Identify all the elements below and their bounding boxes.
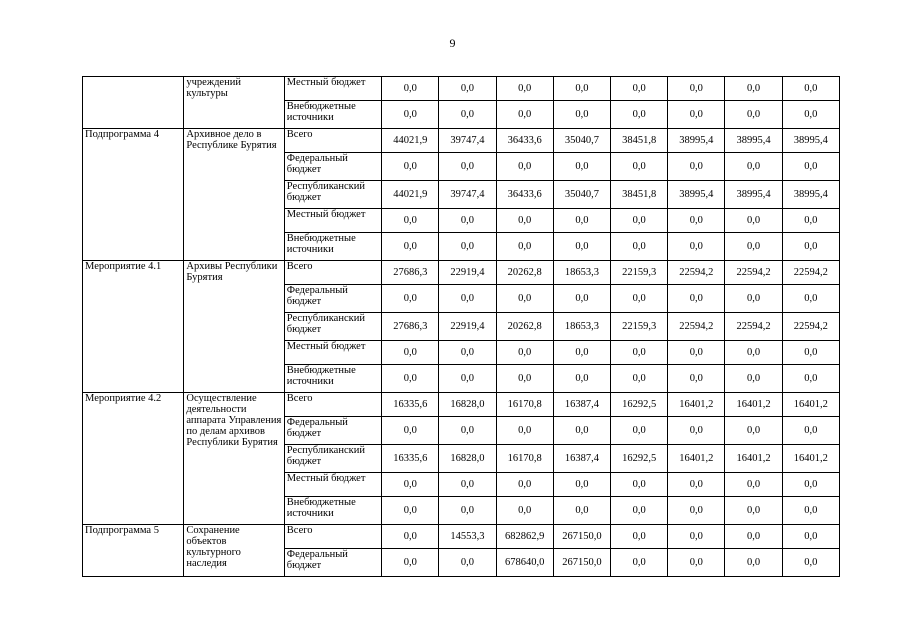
program-label-cell: Мероприятие 4.2 xyxy=(83,393,184,525)
value-cell: 0,0 xyxy=(725,341,782,365)
value-cell: 0,0 xyxy=(725,365,782,393)
value-cell: 38995,4 xyxy=(782,129,839,153)
value-cell: 0,0 xyxy=(725,77,782,101)
value-cell: 38451,8 xyxy=(611,129,668,153)
value-cell: 16170,8 xyxy=(496,393,553,417)
value-cell: 0,0 xyxy=(553,417,610,445)
value-cell: 0,0 xyxy=(496,101,553,129)
value-cell: 0,0 xyxy=(496,233,553,261)
value-cell: 0,0 xyxy=(782,365,839,393)
value-cell: 0,0 xyxy=(496,417,553,445)
value-cell: 0,0 xyxy=(725,285,782,313)
value-cell: 16401,2 xyxy=(782,393,839,417)
value-cell: 38995,4 xyxy=(668,129,725,153)
funding-source-cell: Республиканский бюджет xyxy=(284,181,381,209)
value-cell: 0,0 xyxy=(611,549,668,577)
funding-source-cell: Федеральный бюджет xyxy=(284,153,381,181)
value-cell: 16335,6 xyxy=(382,393,439,417)
value-cell: 0,0 xyxy=(782,549,839,577)
funding-source-cell: Всего xyxy=(284,129,381,153)
value-cell: 0,0 xyxy=(439,341,496,365)
funding-source-cell: Местный бюджет xyxy=(284,341,381,365)
value-cell: 0,0 xyxy=(782,233,839,261)
value-cell: 16401,2 xyxy=(668,393,725,417)
value-cell: 18653,3 xyxy=(553,261,610,285)
program-label-cell: Мероприятие 4.1 xyxy=(83,261,184,393)
value-cell: 0,0 xyxy=(611,525,668,549)
funding-source-cell: Федеральный бюджет xyxy=(284,417,381,445)
value-cell: 0,0 xyxy=(611,101,668,129)
value-cell: 44021,9 xyxy=(382,181,439,209)
value-cell: 16401,2 xyxy=(782,445,839,473)
value-cell: 0,0 xyxy=(782,285,839,313)
funding-source-cell: Внебюджетные источники xyxy=(284,101,381,129)
value-cell: 0,0 xyxy=(439,153,496,181)
funding-source-cell: Внебюджетные источники xyxy=(284,233,381,261)
value-cell: 22159,3 xyxy=(611,313,668,341)
value-cell: 44021,9 xyxy=(382,129,439,153)
table-row xyxy=(83,261,840,285)
value-cell: 0,0 xyxy=(553,233,610,261)
program-name-cell: Осуществление деятельности аппарата Управления по делам архивов Республики Бурятия xyxy=(184,393,284,525)
funding-source-cell: Местный бюджет xyxy=(284,209,381,233)
value-cell: 16401,2 xyxy=(725,393,782,417)
value-cell: 0,0 xyxy=(382,101,439,129)
value-cell: 0,0 xyxy=(382,341,439,365)
value-cell: 0,0 xyxy=(496,209,553,233)
value-cell: 0,0 xyxy=(611,233,668,261)
value-cell: 22159,3 xyxy=(611,261,668,285)
value-cell: 0,0 xyxy=(382,153,439,181)
value-cell: 0,0 xyxy=(782,473,839,497)
value-cell: 0,0 xyxy=(668,209,725,233)
value-cell: 682862,9 xyxy=(496,525,553,549)
table-row xyxy=(83,393,840,417)
value-cell: 16170,8 xyxy=(496,445,553,473)
value-cell: 0,0 xyxy=(725,473,782,497)
value-cell: 678640,0 xyxy=(496,549,553,577)
value-cell: 0,0 xyxy=(668,341,725,365)
funding-source-cell: Местный бюджет xyxy=(284,473,381,497)
value-cell: 0,0 xyxy=(439,285,496,313)
value-cell: 0,0 xyxy=(382,233,439,261)
value-cell: 0,0 xyxy=(496,285,553,313)
value-cell: 16401,2 xyxy=(668,445,725,473)
value-cell: 0,0 xyxy=(496,77,553,101)
value-cell: 22594,2 xyxy=(668,313,725,341)
value-cell: 0,0 xyxy=(382,525,439,549)
value-cell: 0,0 xyxy=(725,497,782,525)
value-cell: 0,0 xyxy=(611,417,668,445)
value-cell: 0,0 xyxy=(725,209,782,233)
value-cell: 0,0 xyxy=(782,341,839,365)
funding-source-cell: Всего xyxy=(284,261,381,285)
value-cell: 0,0 xyxy=(782,525,839,549)
value-cell: 0,0 xyxy=(725,417,782,445)
value-cell: 0,0 xyxy=(725,101,782,129)
value-cell: 0,0 xyxy=(782,77,839,101)
value-cell: 14553,3 xyxy=(439,525,496,549)
program-name-cell: Архивное дело в Республике Бурятия xyxy=(184,129,284,261)
value-cell: 0,0 xyxy=(496,365,553,393)
value-cell: 0,0 xyxy=(725,549,782,577)
value-cell: 0,0 xyxy=(668,77,725,101)
value-cell: 22919,4 xyxy=(439,261,496,285)
value-cell: 0,0 xyxy=(553,473,610,497)
value-cell: 267150,0 xyxy=(553,549,610,577)
value-cell: 0,0 xyxy=(496,497,553,525)
funding-source-cell: Республиканский бюджет xyxy=(284,445,381,473)
value-cell: 0,0 xyxy=(668,473,725,497)
value-cell: 0,0 xyxy=(782,497,839,525)
value-cell: 0,0 xyxy=(382,497,439,525)
budget-table xyxy=(82,76,840,577)
value-cell: 16828,0 xyxy=(439,445,496,473)
value-cell: 0,0 xyxy=(782,153,839,181)
value-cell: 0,0 xyxy=(668,101,725,129)
value-cell: 0,0 xyxy=(668,417,725,445)
table-row xyxy=(83,525,840,549)
value-cell: 0,0 xyxy=(725,153,782,181)
value-cell: 0,0 xyxy=(382,365,439,393)
value-cell: 38995,4 xyxy=(725,181,782,209)
value-cell: 0,0 xyxy=(439,233,496,261)
value-cell: 27686,3 xyxy=(382,313,439,341)
value-cell: 16387,4 xyxy=(553,393,610,417)
value-cell: 16335,6 xyxy=(382,445,439,473)
value-cell: 16292,5 xyxy=(611,393,668,417)
value-cell: 0,0 xyxy=(725,233,782,261)
value-cell: 0,0 xyxy=(782,417,839,445)
value-cell: 38995,4 xyxy=(782,181,839,209)
funding-source-cell: Республиканский бюджет xyxy=(284,313,381,341)
funding-source-cell: Внебюджетные источники xyxy=(284,365,381,393)
value-cell: 38451,8 xyxy=(611,181,668,209)
value-cell: 0,0 xyxy=(439,473,496,497)
value-cell: 20262,8 xyxy=(496,313,553,341)
funding-source-cell: Федеральный бюджет xyxy=(284,285,381,313)
value-cell: 0,0 xyxy=(439,497,496,525)
program-label-cell xyxy=(83,77,184,129)
value-cell: 0,0 xyxy=(611,77,668,101)
value-cell: 0,0 xyxy=(382,549,439,577)
table-row xyxy=(83,129,840,153)
value-cell: 0,0 xyxy=(439,365,496,393)
value-cell: 0,0 xyxy=(611,497,668,525)
program-name-cell: учреждений культуры xyxy=(184,77,284,129)
value-cell: 36433,6 xyxy=(496,181,553,209)
table-row xyxy=(83,77,840,101)
funding-source-cell: Всего xyxy=(284,393,381,417)
value-cell: 16292,5 xyxy=(611,445,668,473)
value-cell: 0,0 xyxy=(668,525,725,549)
value-cell: 0,0 xyxy=(553,209,610,233)
value-cell: 16401,2 xyxy=(725,445,782,473)
value-cell: 0,0 xyxy=(553,101,610,129)
funding-source-cell: Местный бюджет xyxy=(284,77,381,101)
value-cell: 20262,8 xyxy=(496,261,553,285)
value-cell: 22594,2 xyxy=(668,261,725,285)
program-label-cell: Подпрограмма 4 xyxy=(83,129,184,261)
program-name-cell: Архивы Республики Бурятия xyxy=(184,261,284,393)
value-cell: 0,0 xyxy=(668,497,725,525)
value-cell: 0,0 xyxy=(496,341,553,365)
value-cell: 0,0 xyxy=(668,153,725,181)
value-cell: 0,0 xyxy=(668,365,725,393)
value-cell: 0,0 xyxy=(382,77,439,101)
value-cell: 0,0 xyxy=(553,341,610,365)
value-cell: 0,0 xyxy=(496,153,553,181)
program-label-cell: Подпрограмма 5 xyxy=(83,525,184,577)
value-cell: 0,0 xyxy=(611,341,668,365)
page-number: 9 xyxy=(449,36,456,50)
value-cell: 0,0 xyxy=(553,365,610,393)
value-cell: 0,0 xyxy=(496,473,553,497)
value-cell: 0,0 xyxy=(611,209,668,233)
value-cell: 0,0 xyxy=(553,285,610,313)
table-body xyxy=(83,77,840,577)
value-cell: 0,0 xyxy=(382,473,439,497)
value-cell: 0,0 xyxy=(611,285,668,313)
value-cell: 0,0 xyxy=(611,473,668,497)
funding-source-cell: Всего xyxy=(284,525,381,549)
value-cell: 36433,6 xyxy=(496,129,553,153)
value-cell: 16828,0 xyxy=(439,393,496,417)
value-cell: 0,0 xyxy=(782,209,839,233)
value-cell: 0,0 xyxy=(668,233,725,261)
value-cell: 0,0 xyxy=(553,77,610,101)
value-cell: 267150,0 xyxy=(553,525,610,549)
value-cell: 16387,4 xyxy=(553,445,610,473)
value-cell: 22594,2 xyxy=(782,261,839,285)
value-cell: 35040,7 xyxy=(553,129,610,153)
value-cell: 22594,2 xyxy=(782,313,839,341)
value-cell: 0,0 xyxy=(611,365,668,393)
value-cell: 18653,3 xyxy=(553,313,610,341)
value-cell: 38995,4 xyxy=(668,181,725,209)
value-cell: 0,0 xyxy=(382,417,439,445)
value-cell: 0,0 xyxy=(553,153,610,181)
value-cell: 0,0 xyxy=(553,497,610,525)
program-name-cell: Сохранение объектов культурного наследия xyxy=(184,525,284,577)
value-cell: 39747,4 xyxy=(439,129,496,153)
value-cell: 39747,4 xyxy=(439,181,496,209)
funding-source-cell: Федеральный бюджет xyxy=(284,549,381,577)
value-cell: 27686,3 xyxy=(382,261,439,285)
value-cell: 38995,4 xyxy=(725,129,782,153)
value-cell: 0,0 xyxy=(439,417,496,445)
value-cell: 0,0 xyxy=(725,525,782,549)
value-cell: 22919,4 xyxy=(439,313,496,341)
value-cell: 0,0 xyxy=(439,101,496,129)
value-cell: 0,0 xyxy=(782,101,839,129)
value-cell: 0,0 xyxy=(611,153,668,181)
value-cell: 22594,2 xyxy=(725,261,782,285)
value-cell: 0,0 xyxy=(668,285,725,313)
value-cell: 0,0 xyxy=(439,209,496,233)
value-cell: 0,0 xyxy=(382,209,439,233)
value-cell: 22594,2 xyxy=(725,313,782,341)
value-cell: 0,0 xyxy=(439,549,496,577)
value-cell: 0,0 xyxy=(382,285,439,313)
value-cell: 0,0 xyxy=(439,77,496,101)
funding-source-cell: Внебюджетные источники xyxy=(284,497,381,525)
value-cell: 0,0 xyxy=(668,549,725,577)
value-cell: 35040,7 xyxy=(553,181,610,209)
